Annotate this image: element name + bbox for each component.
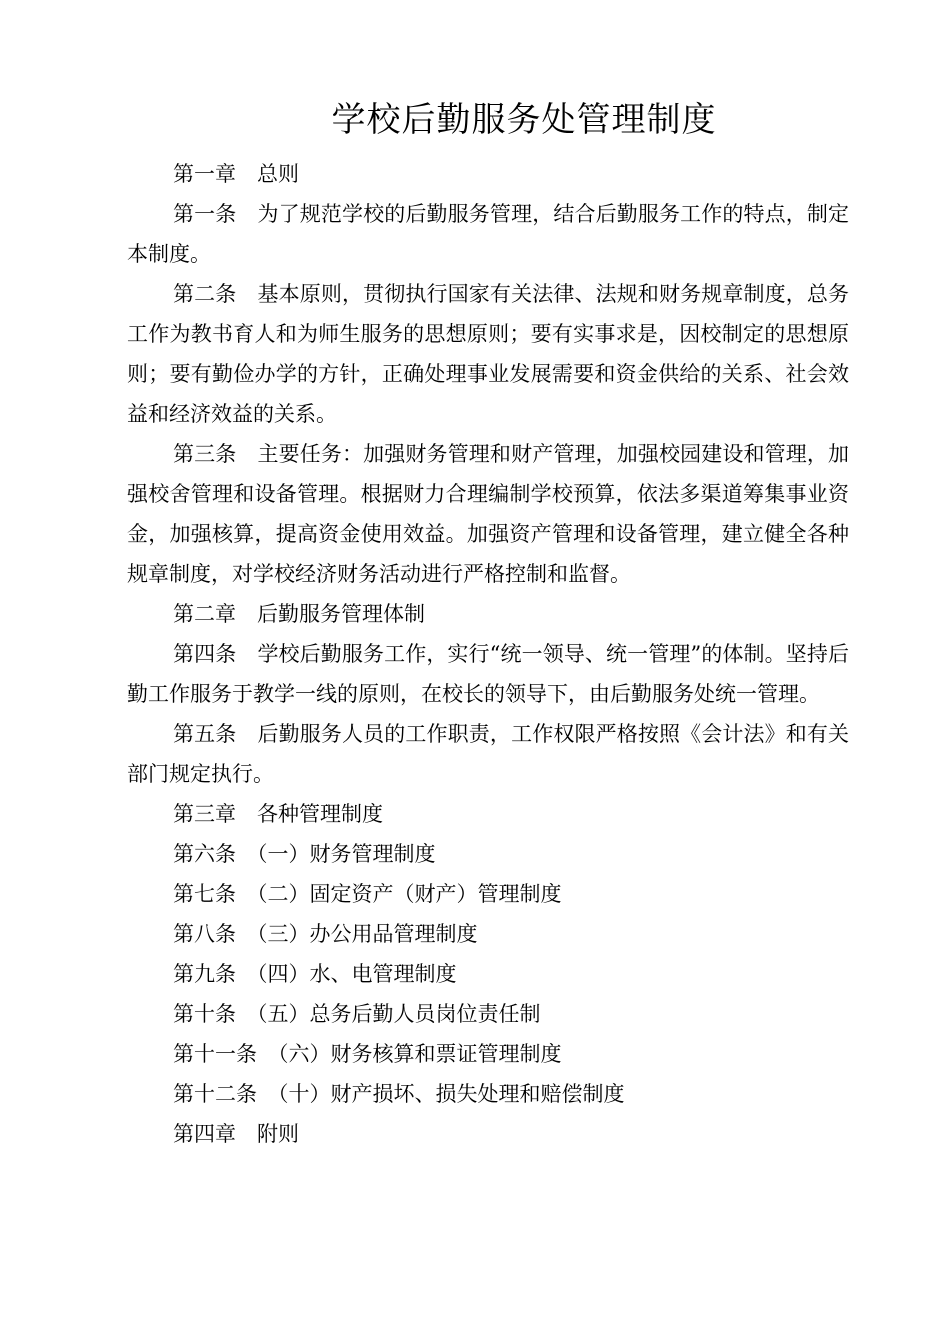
article-8: 第八条 （三）办公用品管理制度 — [173, 922, 478, 946]
article-2: 第二条 基本原则，贯彻执行国家有关法律、法规和财务规章制度，总务工作为教书育人和为师生服务的思想原则；要有实事求是，因校制定的思想原则；要有勤俭办学的方针，正确处理事业发展需要和资金供给的关系、社会效益和经济效益的关系。 — [127, 282, 849, 426]
document-title: 学校后勤服务处管理制度 — [331, 100, 717, 140]
article-3: 第三条 主要任务：加强财务管理和财产管理，加强校园建设和管理，加强校舍管理和设备管理。根据财力合理编制学校预算，依法多渠道筹集事业资金，加强核算，提高资金使用效益。加强资产管理和设备管理，建立健全各种规章制度，对学校经济财务活动进行严格控制和监督。 — [127, 442, 849, 586]
article-7: 第七条 （二）固定资产（财产）管理制度 — [173, 882, 562, 906]
article-4: 第四条 学校后勤服务工作，实行“统一领导、统一管理”的体制。坚持后勤工作服务于教学一线的原则，在校长的领导下，由后勤服务处统一管理。 — [127, 642, 849, 706]
article-11: 第十一条 （六）财务核算和票证管理制度 — [173, 1042, 562, 1066]
article-9: 第九条 （四）水、电管理制度 — [173, 962, 457, 986]
article-5: 第五条 后勤服务人员的工作职责，工作权限严格按照《会计法》和有关部门规定执行。 — [127, 722, 849, 786]
article-12: 第十二条 （十）财产损坏、损失处理和赔偿制度 — [173, 1082, 625, 1106]
article-6: 第六条 （一）财务管理制度 — [173, 842, 436, 866]
chapter-1-heading: 第一章 总则 — [173, 162, 299, 186]
article-1: 第一条 为了规范学校的后勤服务管理，结合后勤服务工作的特点，制定本制度。 — [127, 202, 849, 266]
document-body — [127, 154, 849, 1154]
chapter-3-heading: 第三章 各种管理制度 — [173, 802, 383, 826]
article-10: 第十条 （五）总务后勤人员岗位责任制 — [173, 1002, 541, 1026]
chapter-2-heading: 第二章 后勤服务管理体制 — [173, 602, 425, 626]
chapter-4-heading: 第四章 附则 — [173, 1122, 299, 1146]
